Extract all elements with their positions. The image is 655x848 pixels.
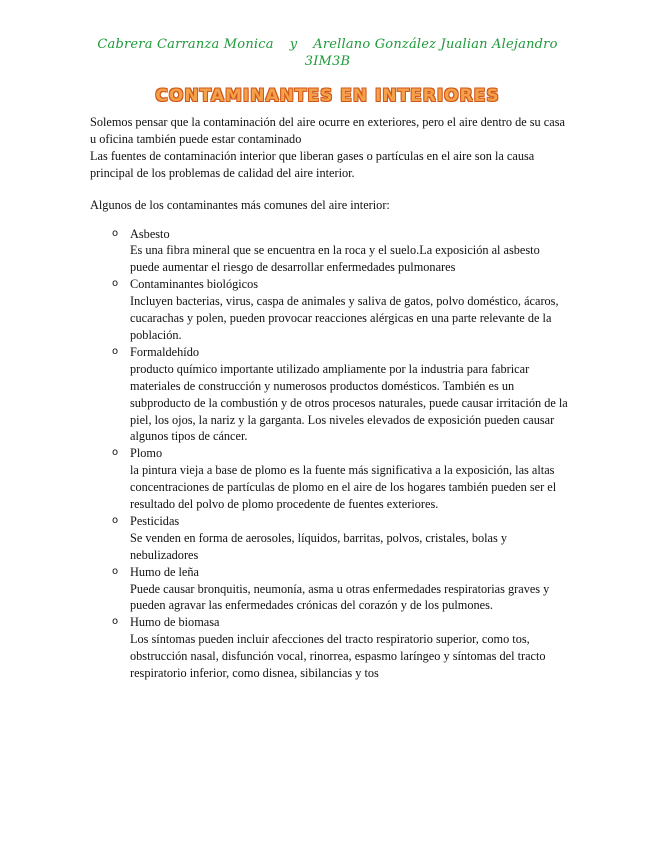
bullet-icon: o — [112, 278, 119, 290]
item-description: Incluyen bacterias, virus, caspa de animales y saliva de gatos, polvo doméstico, ácaros, cucarachas y polen, pueden provocar reacciones alérgicas en una parte relevante de la población. — [130, 294, 559, 342]
item-name: Humo de biomasa — [130, 615, 220, 630]
item-name: Asbesto — [130, 226, 170, 241]
list-item — [90, 445, 570, 513]
intro-paragraph-2: Las fuentes de contaminación interior que liberan gases o partículas en el aire son la causa principal de los problemas de calidad del aire interior. — [90, 148, 535, 180]
author-1: Cabrera Carranza Monica — [97, 37, 274, 52]
author-connector: y — [289, 37, 298, 52]
bullet-icon: o — [112, 345, 119, 357]
list-item — [90, 276, 570, 344]
list-item — [90, 513, 570, 564]
item-description: Puede causar bronquitis, neumonía, asma u otras enfermedades respiratorias graves y pueden agravar las enfermedades crónicas del corazón y de los pulmones. — [130, 581, 550, 613]
bullet-icon: o — [112, 514, 119, 526]
item-name: Formaldehído — [130, 344, 199, 359]
pollutant-list — [90, 226, 570, 682]
bullet-icon: o — [112, 227, 119, 239]
list-item — [90, 344, 570, 445]
bullet-icon: o — [112, 447, 119, 459]
list-item — [90, 226, 570, 277]
group-code: 3IM3B — [304, 54, 351, 69]
item-name: Plomo — [130, 446, 163, 461]
bullet-icon: o — [112, 565, 119, 577]
item-name: Pesticidas — [130, 513, 180, 528]
item-name: Humo de leña — [130, 564, 199, 579]
list-item — [90, 614, 570, 682]
author-2: Arellano González Jualian Alejandro — [313, 37, 558, 52]
item-description: Se venden en forma de aerosoles, líquidos, barritas, polvos, cristales, bolas y nebulizadores — [130, 530, 508, 562]
item-description: Es una fibra mineral que se encuentra en la roca y el suelo.La exposición al asbesto puede aumentar el riesgo de desarrollar enfermedades pulmonares — [130, 243, 540, 275]
list-intro: Algunos de los contaminantes más comunes del aire interior: — [90, 197, 390, 212]
document-title: CONTAMINANTES EN INTERIORES — [155, 86, 500, 106]
item-description: Los síntomas pueden incluir afecciones del tracto respiratorio superior, como tos, obstrucción nasal, disfunción vocal, rinorrea, espasmo laríngeo y síntomas del tracto respiratorio inferior, como disnea, sibilancias y tos — [130, 632, 546, 681]
intro-paragraph-1: Solemos pensar que la contaminación del aire ocurre en exteriores, pero el aire dentro de su casa u oficina también puede estar contaminado — [90, 115, 565, 146]
item-description: producto químico importante utilizado ampliamente por la industria para fabricar materiales de construcción y numerosos productos domésticos. También es un subproducto de la combustión y de otros procesos naturales, puede causar irritación de la piel, los ojos, la nariz y la garganta. Los niveles elevados de exposición pueden causar algunos tipos de cáncer. — [130, 361, 568, 444]
bullet-icon: o — [112, 616, 119, 628]
document-body — [90, 114, 570, 682]
list-item — [90, 564, 570, 615]
authors-header — [0, 36, 655, 70]
item-name: Contaminantes biológicos — [130, 277, 259, 292]
authors-line — [0, 36, 655, 53]
item-description: la pintura vieja a base de plomo es la fuente más significativa a la exposición, las altas concentraciones de partículas de plomo en el aire de los hogares también pueden ser el resultado del polvo de plomo procedente de fuentes exteriores. — [130, 463, 557, 512]
